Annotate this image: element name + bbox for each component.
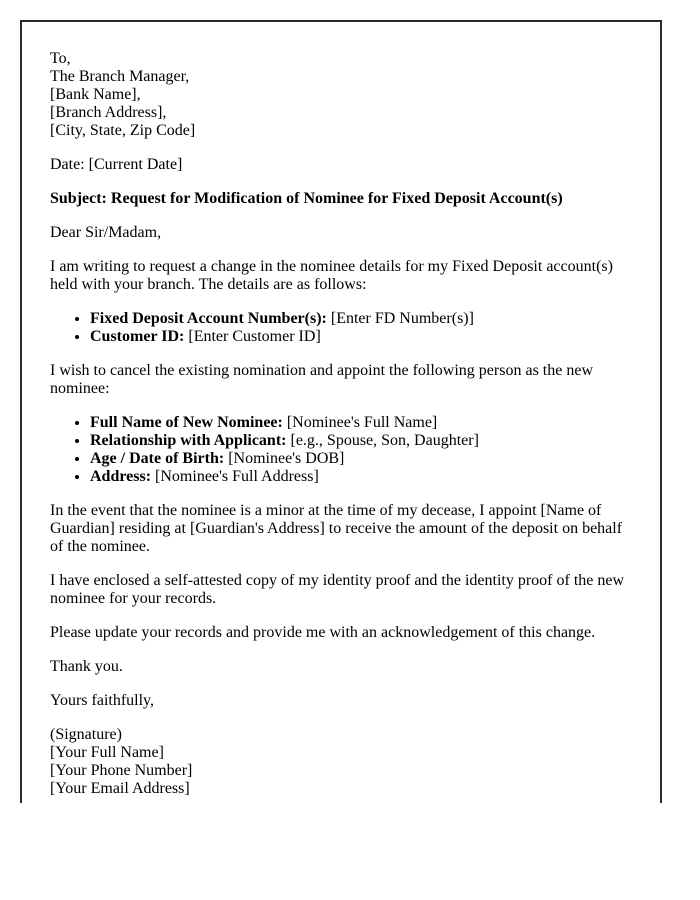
list-item-label: Customer ID: [90,328,185,345]
list-item-value: [Nominee's Full Name] [282,414,438,431]
signature-line: [Your Full Name] [50,744,164,761]
list-item-value: [Nominee's DOB] [224,450,345,467]
list-item [90,450,632,468]
subject-line: Subject: Request for Modification of Nominee for Fixed Deposit Account(s) [50,190,563,207]
closing: Yours faithfully, [50,692,155,709]
list-item-label: Age / Date of Birth: [90,450,225,467]
list-item [90,414,632,432]
signature-line: [Your Phone Number] [50,762,193,779]
list-item-value: [e.g., Spouse, Son, Daughter] [286,432,479,449]
recipient-line: The Branch Manager, [50,68,190,85]
recipient-line: [Branch Address], [50,104,167,121]
list-item-value: [Enter FD Number(s)] [326,310,474,327]
paragraph-request-ack: Please update your records and provide me with an acknowledgement of this change. [50,624,596,641]
list-item-value: [Enter Customer ID] [184,328,321,345]
list-item-value: [Nominee's Full Address] [151,468,319,485]
list-item [90,328,632,346]
date-line: Date: [Current Date] [50,156,183,173]
list-item-label: Address: [90,468,152,485]
paragraph-guardian: In the event that the nominee is a minor at the time of my decease, I appoint [Name of Guardian] residing at [Guardian's Address] to receive the amount of the deposit on behalf of the nominee. [50,502,623,555]
signature-block [50,726,632,798]
signature-line: (Signature) [50,726,122,743]
list-item [90,432,632,450]
paragraph-new-nominee: I wish to cancel the existing nomination and appoint the following person as the new nominee: [50,362,593,397]
recipient-line: [City, State, Zip Code] [50,122,196,139]
paragraph-intro: I am writing to request a change in the nominee details for my Fixed Deposit account(s) held with your branch. The details are as follows: [50,258,613,293]
list-item-label: Full Name of New Nominee: [90,414,283,431]
signature-line: [Your Email Address] [50,780,190,797]
nominee-details-list [50,414,632,486]
letter-document [20,20,662,803]
recipient-address-block [50,50,632,140]
recipient-line: To, [50,50,71,67]
list-item [90,310,632,328]
list-item-label: Fixed Deposit Account Number(s): [90,310,327,327]
recipient-line: [Bank Name], [50,86,141,103]
paragraph-thanks: Thank you. [50,658,123,675]
account-details-list [50,310,632,346]
paragraph-enclosures: I have enclosed a self-attested copy of my identity proof and the identity proof of the new nominee for your records. [50,572,625,607]
list-item-label: Relationship with Applicant: [90,432,287,449]
salutation: Dear Sir/Madam, [50,224,162,241]
list-item [90,468,632,486]
